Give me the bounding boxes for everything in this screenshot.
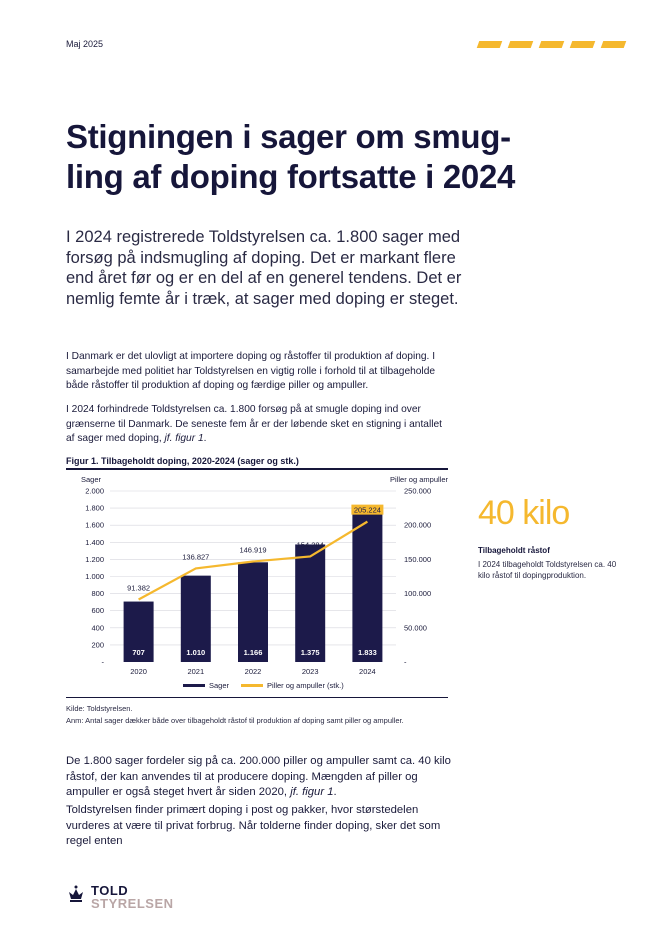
accent-dash xyxy=(570,41,596,48)
doping-chart xyxy=(66,470,456,696)
y-tick-right-label: 200.000 xyxy=(404,520,432,530)
y-tick-label: 200 xyxy=(91,640,104,650)
figure-source: Kilde: Toldstyrelsen. xyxy=(66,704,133,713)
accent-dash xyxy=(477,41,503,48)
highlight-text: I 2024 tilbageholdt Toldstyrelsen ca. 40 kilo råstof til dopingproduktion. xyxy=(478,560,617,580)
bar-value-label: 1.375 xyxy=(300,648,320,657)
accent-dash xyxy=(539,41,565,48)
paragraph-end: . xyxy=(333,786,337,799)
figure-reference: jf. figur 1 xyxy=(290,786,334,799)
accent-dash xyxy=(508,41,534,48)
accent-dashes xyxy=(478,41,625,48)
highlight-heading: Tilbageholdt råstof xyxy=(478,546,550,555)
paragraph-end: . xyxy=(203,433,207,444)
bar-sager xyxy=(295,544,325,662)
y-tick-right-label: 150.000 xyxy=(404,554,432,564)
legend-label-sager: Sager xyxy=(209,681,230,690)
y-tick-label: 1.000 xyxy=(85,572,104,581)
figure-note: Anm: Antal sager dækker både over tilbageholdt råstof til produktion af doping samt piller og ampuller. xyxy=(66,716,404,725)
logo-line-1: TOLD xyxy=(91,883,129,898)
y-tick-label: 2.000 xyxy=(85,486,104,496)
bar-series xyxy=(124,505,383,662)
y-tick-label: 1.200 xyxy=(85,554,104,564)
y-tick-label: 1.400 xyxy=(85,537,104,547)
title-line: Stigningen i sager om smug- xyxy=(66,118,511,155)
highlight-number: 40 kilo xyxy=(478,494,570,532)
body-paragraph-4: Toldstyrelsen finder primært doping i post og pakker, hvor størstedelen vurderes at være til privat forbrug. Når tolderne finder doping, sker det som regel enten xyxy=(66,804,441,848)
page-title xyxy=(66,117,606,197)
crown-icon xyxy=(66,884,86,904)
y-tick-label: - xyxy=(101,657,104,667)
y-tick-right-label: 250.000 xyxy=(404,486,432,496)
y-axis-ticks xyxy=(85,487,104,667)
toldstyrelsen-logo xyxy=(66,884,174,911)
body-paragraph-3 xyxy=(66,754,456,801)
y-axis-label: Sager xyxy=(81,475,102,484)
publication-date: Maj 2025 xyxy=(66,39,104,49)
title-line: ling af doping fortsatte i 2024 xyxy=(66,158,516,195)
y-axis-right-label: Piller og ampuller xyxy=(390,475,448,484)
lead-paragraph: I 2024 registrerede Toldstyrelsen ca. 1.800 sager med forsøg på indsmugling af doping. Det er markant flere end året før og er en del af en generel tendens. Det er nemlig femte år i træk, at sager med doping er steget. xyxy=(66,228,462,308)
paragraph-text: I 2024 forhindrede Toldstyrelsen ca. 1.800 forsøg på at smugle doping ind over grænserne til Danmark. De seneste fem år er der løbende sket en stigning i antallet af sager med doping, xyxy=(66,404,442,444)
logo-line-2: STYRELSEN xyxy=(91,896,174,911)
y-tick-label: 600 xyxy=(91,606,104,616)
legend-swatch-piller xyxy=(241,684,263,687)
y-tick-label: 400 xyxy=(91,623,104,633)
figure-bottom-rule xyxy=(66,697,448,698)
y-tick-label: 1.600 xyxy=(85,520,104,530)
y-axis-right-ticks xyxy=(404,487,431,667)
x-tick-label: 2021 xyxy=(187,667,205,676)
bar-value-label: 707 xyxy=(132,648,145,657)
line-value-label: 146.919 xyxy=(239,545,267,555)
y-tick-right-label: 100.000 xyxy=(404,589,432,599)
y-tick-right-label: 50.000 xyxy=(404,623,427,633)
y-tick-label: 800 xyxy=(91,589,104,599)
x-tick-label: 2023 xyxy=(301,667,319,676)
legend-swatch-sager xyxy=(183,684,205,687)
body-paragraph-2 xyxy=(66,403,446,447)
line-value-label: 205.224 xyxy=(353,505,381,515)
x-tick-label: 2022 xyxy=(244,667,262,676)
line-value-label: 154.284 xyxy=(296,540,324,550)
line-value-label: 91.382 xyxy=(127,583,151,593)
figure-reference: jf. figur 1 xyxy=(164,433,204,444)
x-axis-ticks xyxy=(130,667,375,676)
bar-value-label: 1.833 xyxy=(358,648,377,657)
paragraph-text: De 1.800 sager fordeler sig på ca. 200.000 piller og ampuller samt ca. 40 kilo råstof, der kan anvendes til at producere doping. Mængden af piller og ampuller er også steget hvert år siden 2020, xyxy=(66,755,451,799)
x-tick-label: 2024 xyxy=(359,667,376,676)
accent-dash xyxy=(601,41,627,48)
figure-title: Figur 1. Tilbageholdt doping, 2020-2024 (sager og stk.) xyxy=(66,456,299,466)
legend xyxy=(183,681,344,690)
legend-label-piller: Piller og ampuller (stk.) xyxy=(267,681,344,690)
y-tick-right-label: - xyxy=(404,657,407,667)
bar-value-label: 1.166 xyxy=(243,648,263,657)
y-tick-label: 1.800 xyxy=(85,503,104,513)
body-paragraph-1: I Danmark er det ulovligt at importere doping og råstoffer til produktion af doping. I samarbejde med politiet har Toldstyrelsen en vigtig rolle i forhold til at tilbageholde både råstoffer til produktion af doping og færdige piller og ampuller. xyxy=(66,351,436,391)
x-tick-label: 2020 xyxy=(130,667,147,676)
bar-value-label: 1.010 xyxy=(186,648,206,657)
line-value-label: 136.827 xyxy=(182,552,210,562)
